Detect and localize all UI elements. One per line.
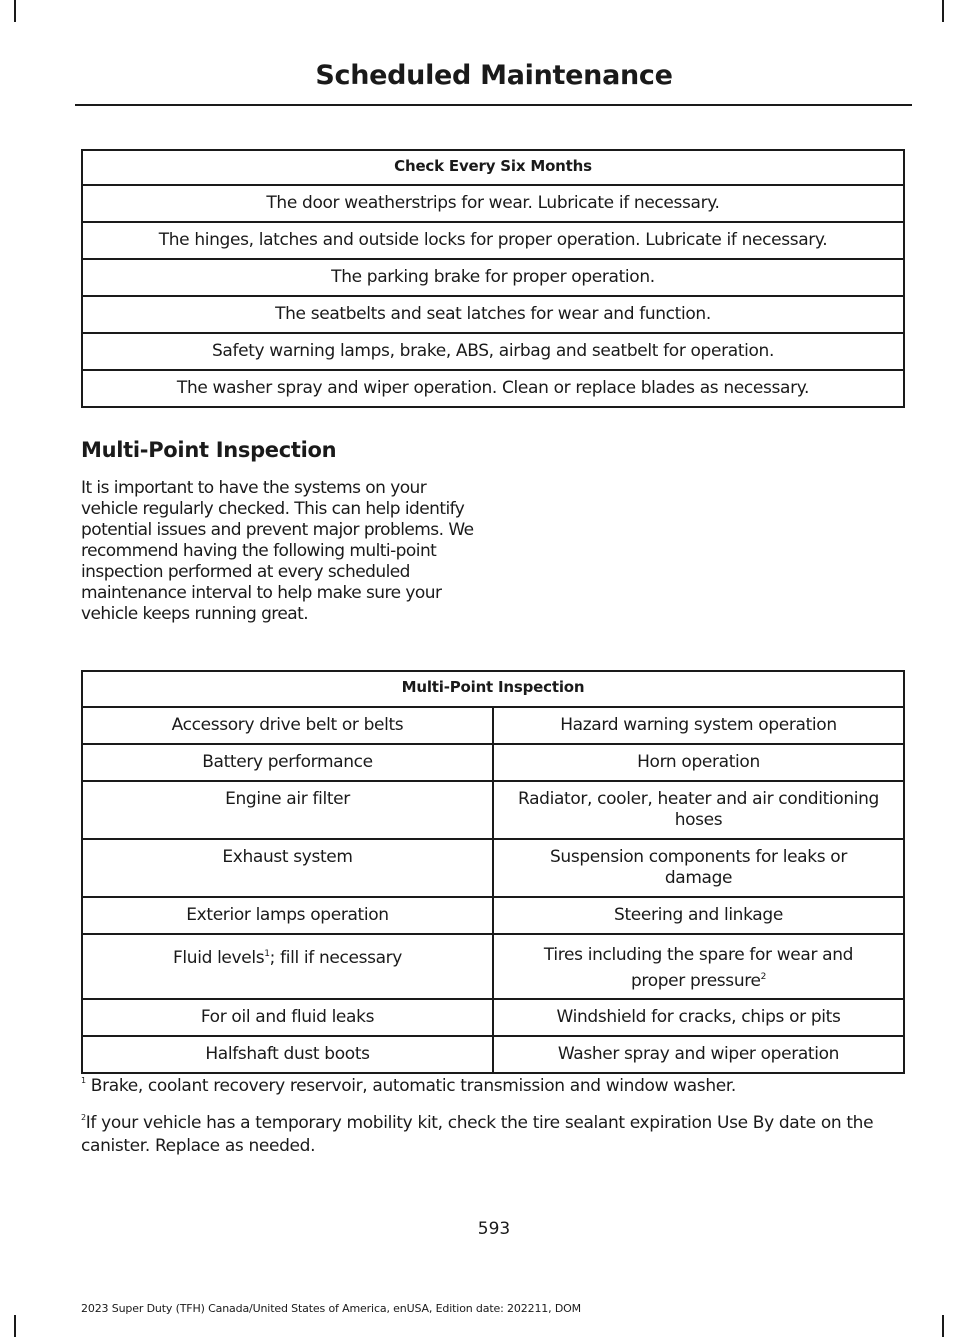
table-cell: The washer spray and wiper operation. Clean or replace blades as necessary.: [82, 370, 904, 407]
header-divider: [75, 104, 912, 106]
page-number: 593: [477, 1219, 511, 1239]
table-row: [82, 1036, 904, 1073]
table-cell-left: [82, 934, 493, 999]
footnote-1: [81, 1076, 911, 1097]
footnote-2: [81, 1112, 911, 1158]
table-cell-right: Windshield for cracks, chips or pits: [493, 999, 904, 1036]
table-row: [82, 897, 904, 934]
table-row: [82, 934, 904, 999]
section-intro-paragraph: It is important to have the systems on your vehicle regularly checked. This can help identify potential issues and prevent major problems. We recommend having the following multi-point inspection performed at every scheduled maintenance interval to help make sure your vehicle keeps running great.: [81, 478, 474, 624]
table-cell-right: Radiator, cooler, heater and air conditioning hoses: [493, 781, 904, 839]
table-cell-left: Exhaust system: [82, 839, 493, 897]
cell-text-suffix: ; fill if necessary: [269, 948, 403, 968]
table-row: [82, 296, 904, 333]
table-header-row: [82, 671, 904, 707]
table-cell: The seatbelts and seat latches for wear and function.: [82, 296, 904, 333]
table-cell: The parking brake for proper operation.: [82, 259, 904, 296]
crop-mark-bottom-left: [14, 1315, 16, 1337]
table-cell-left: Accessory drive belt or belts: [82, 707, 493, 744]
six-month-check-table: [81, 149, 905, 408]
table-cell: The door weatherstrips for wear. Lubricate if necessary.: [82, 185, 904, 222]
table-row: [82, 185, 904, 222]
table-row: [82, 781, 904, 839]
table-cell: The hinges, latches and outside locks for proper operation. Lubricate if necessary.: [82, 222, 904, 259]
footnote-mark: 1: [81, 1076, 86, 1085]
cell-text: Fluid levels: [172, 948, 265, 968]
table-cell-left: Exterior lamps operation: [82, 897, 493, 934]
footnote-text: If your vehicle has a temporary mobility kit, check the tire sealant expiration Use By date on the canister. Replace as needed.: [81, 1113, 874, 1156]
footnote-ref: 2: [760, 972, 767, 982]
table-cell-left: Engine air filter: [82, 781, 493, 839]
table-cell-right: Suspension components for leaks or damage: [493, 839, 904, 897]
table-row: [82, 744, 904, 781]
table-row: [82, 999, 904, 1036]
multi-point-inspection-table: [81, 670, 905, 1074]
footnote-mark: 2: [81, 1113, 86, 1122]
table-cell-right: Horn operation: [493, 744, 904, 781]
table-title: Check Every Six Months: [82, 150, 904, 185]
table-row: [82, 707, 904, 744]
table-row: [82, 333, 904, 370]
crop-mark-bottom-right: [942, 1315, 944, 1337]
table-header-row: [82, 150, 904, 185]
table-row: [82, 370, 904, 407]
table-row: [82, 222, 904, 259]
table-row: [82, 839, 904, 897]
table-cell-right: Steering and linkage: [493, 897, 904, 934]
cell-text: Tires including the spare for wear and proper pressure: [543, 945, 854, 991]
table-row: [82, 259, 904, 296]
table-cell: Safety warning lamps, brake, ABS, airbag and seatbelt for operation.: [82, 333, 904, 370]
page-title: Scheduled Maintenance: [315, 60, 673, 91]
crop-mark-top-left: [14, 0, 16, 22]
table-cell-right: Hazard warning system operation: [493, 707, 904, 744]
footnote-text: Brake, coolant recovery reservoir, automatic transmission and window washer.: [85, 1076, 736, 1096]
table-cell-left: Halfshaft dust boots: [82, 1036, 493, 1073]
section-heading: Multi-Point Inspection: [81, 438, 337, 462]
table-cell-left: Battery performance: [82, 744, 493, 781]
table-cell-left: For oil and fluid leaks: [82, 999, 493, 1036]
crop-mark-top-right: [942, 0, 944, 22]
table-cell-right: Washer spray and wiper operation: [493, 1036, 904, 1073]
document-footer: 2023 Super Duty (TFH) Canada/United States of America, enUSA, Edition date: 202211, DOM: [81, 1302, 581, 1315]
table-title: Multi-Point Inspection: [82, 671, 904, 707]
footnote-ref: 1: [264, 949, 270, 959]
table-cell-right: [493, 934, 904, 999]
